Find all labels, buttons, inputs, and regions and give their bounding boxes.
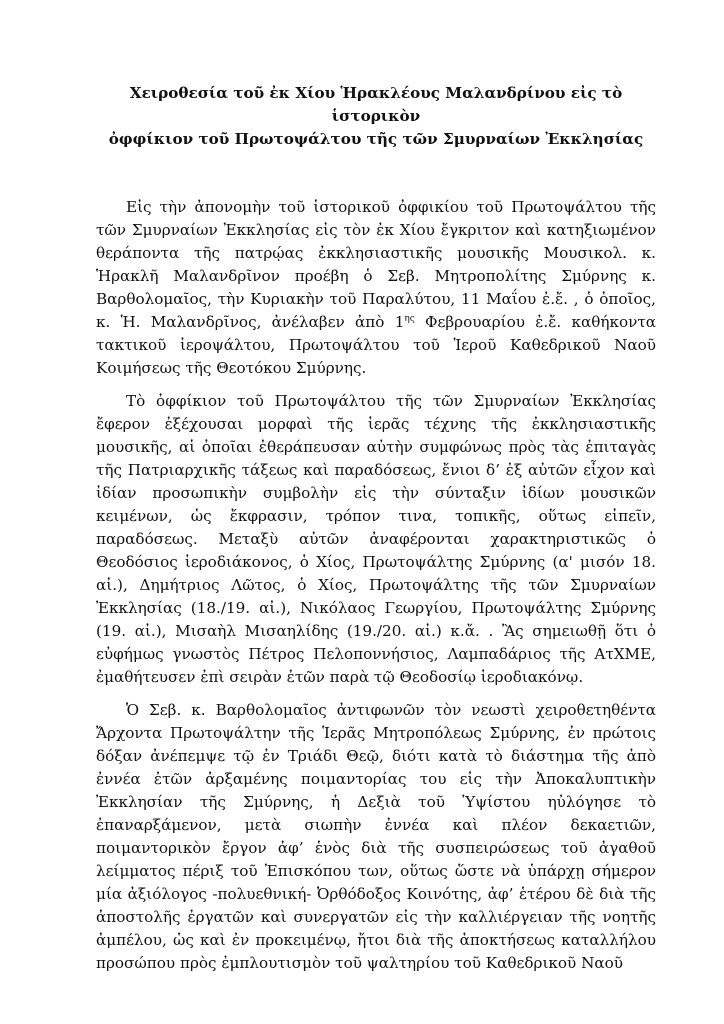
document-page [96, 82, 656, 985]
paragraph-1 [96, 196, 656, 380]
document-body [96, 196, 656, 975]
paragraph-3: Ὁ Σεβ. κ. Βαρθολομαῖος ἀντιφωνῶν τὸν νεωστὶ χειροθετηθέντα Ἄρχοντα Πρωτοψάλτην τῆς Ἱερᾶς Μητροπόλεως Σμύρνης, ἐν πρώτοις δόξαν ἀνέπεμψε τῷ ἐν Τριάδι Θεῷ, διότι κατὰ τὸ διάστημα τῆς ἀπὸ ἐννέα ἐτῶν ἀρξαμένης ποιμαντορίας του εἰς τὴν Ἀποκαλυπτικὴν Ἐκκλησίαν τῆς Σμύρνης, ἡ Δεξιὰ τοῦ Ὑψίστου ηὐλόγησε τὸ ἐπαναρξάμενον, μετὰ σιωπὴν ἐννέα καὶ πλέον δεκαετιῶν, ποιμαντορικὸν ἔργον ἀφ’ ἑνὸς διὰ τῆς συσπειρώσεως τοῦ ἀγαθοῦ λείμματος πέριξ τοῦ Ἐπισκόπου των, οὕτως ὥστε νὰ ὑπάρχῃ σήμερον μία ἀξιόλογος -πολυεθνική- Ὀρθόδοξος Κοινότης, ἀφ’ ἑτέρου δὲ διὰ τῆς ἀποστολῆς ἐργατῶν καὶ συνεργατῶν εἰς τὴν καλλιέργειαν τῆς νοητῆς ἀμπέλου, ὡς καὶ ἐν προκειμένῳ, ἤτοι διὰ τῆς ἀποκτήσεως καταλλήλου προσώπου πρὸς ἐμπλουτισμὸν τοῦ ψαλτηρίου τοῦ Καθεδρικοῦ Ναοῦ [96, 701, 656, 972]
paragraph-2: Τὸ ὀφφίκιον τοῦ Πρωτοψάλτου τῆς τῶν Σμυρναίων Ἐκκλησίας ἔφερον ἐξέχουσαι μορφαὶ τῆς ἱερᾶς τέχνης τῆς ἐκκλησιαστικῆς μουσικῆς, αἱ ὁποῖαι ἐθεράπευσαν αὐτὴν συμφώνως πρὸς τὰς ἐπιταγὰς τῆς Πατριαρχικῆς τάξεως καὶ παραδόσεως, ἔνιοι δ’ ἐξ αὐτῶν εἶχον καὶ ἰδίαν προσωπικὴν συμβολὴν εἰς τὴν σύνταξιν ἰδίων μουσικῶν κειμένων, ὡς ἔκφρασιν, τρόπον τινα, τοπικῆς, οὕτως εἰπεῖν, παραδόσεως. Μεταξὺ αὐτῶν ἀναφέρονται χαρακτηριστικῶς ὁ Θεοδόσιος ἱεροδιάκονος, ὁ Χίος, Πρωτοψάλτης Σμύρνης (α' μισόν 18. αἰ.), Δημήτριος Λῶτος, ὁ Χίος, Πρωτοψάλτης τῆς τῶν Σμυρναίων Ἐκκλησίας (18./19. αἰ.), Νικόλαος Γεωργίου, Πρωτοψάλτης Σμύρνης (19. αἰ.), Μισαὴλ Μισαηλίδης (19./20. αἰ.) κ.ἄ. . Ἂς σημειωθῇ ὅτι ὁ εὐφήμως γνωστὸς Πέτρος Πελοποννήσιος, Λαμπαδάριος τῆς ΑτΧΜΕ, ἐμαθήτευσεν ἐπὶ σειρὰν ἐτῶν παρὰ τῷ Θεοδοσίῳ ἱεροδιακόνῳ. [96, 392, 656, 686]
title-line-1: Χειροθεσία τοῦ ἐκ Χίου Ἡρακλέους Μαλανδρίνου εἰς τὸ ἱστορικὸν [129, 84, 623, 125]
paragraph-1-text-b: Φεβρουαρίου ἐ.ἔ. καθήκοντα τακτικοῦ ἱεροψάλτου, Πρωτοψάλτου τοῦ Ἱεροῦ Καθεδρικοῦ Ναοῦ Κοιμήσεως τῆς Θεοτόκου Σμύρνης. [96, 313, 656, 377]
ordinal-superscript: ης [404, 313, 415, 324]
title-line-2: ὀφφίκιον τοῦ Πρωτοψάλτου τῆς τῶν Σμυρναίων Ἐκκλησίας [108, 130, 644, 148]
document-title [96, 82, 656, 151]
paragraph-1-text-a: Εἰς τὴν ἀπονομὴν τοῦ ἱστορικοῦ ὀφφικίου τοῦ Πρωτοψάλτου τῆς τῶν Σμυρναίων Ἐκκλησίας εἰς τὸν ἐκ Χίου ἔγκριτον καὶ κατηξιωμένον θεράποντα τῆς πατρῴας ἐκκλησιαστικῆς μουσικῆς Μουσικολ. κ. Ἡρακλῆ Μαλανδρῖνον προέβη ὁ Σεβ. Μητροπολίτης Σμύρνης κ. Βαρθολομαῖος, τὴν Κυριακὴν τοῦ Παραλύτου, 11 Μαΐου ἐ.ἔ. , ὁ ὁποῖος, κ. Ἡ. Μαλανδρῖνος, ἀνέλαβεν ἀπὸ 1 [96, 198, 656, 331]
